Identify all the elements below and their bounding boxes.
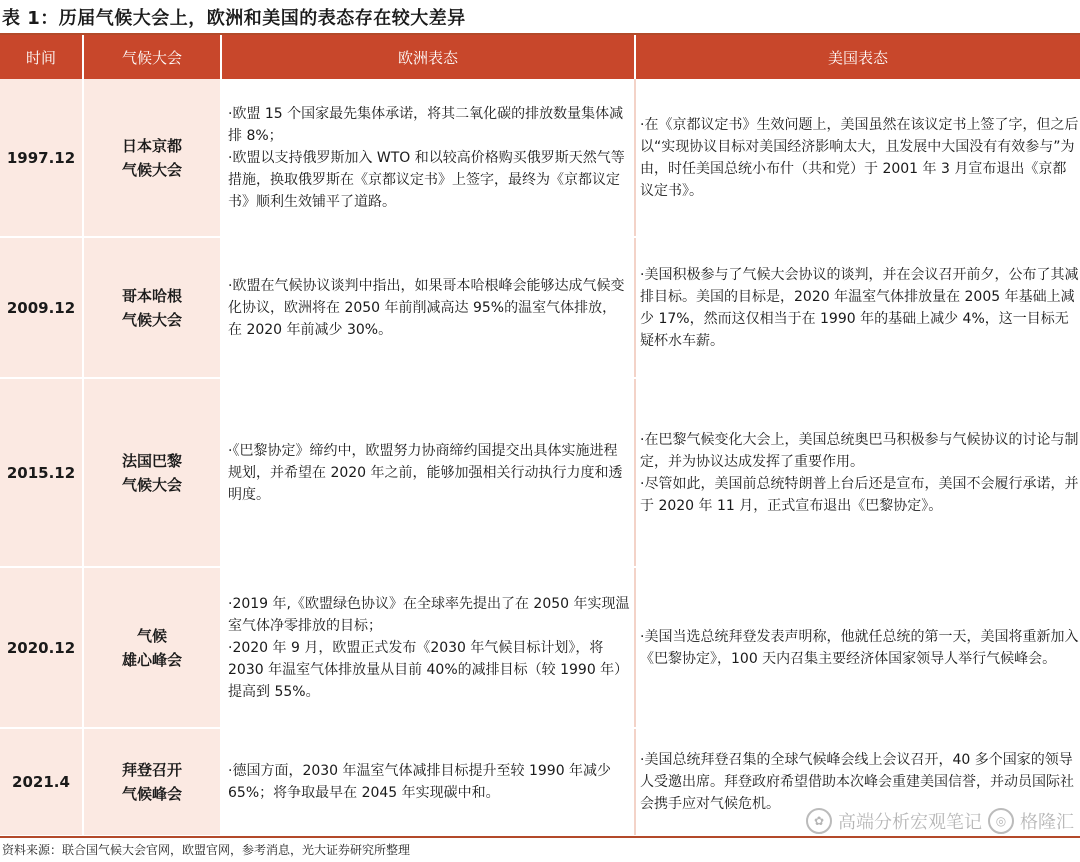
conference-line: 气候 — [136, 626, 167, 645]
logo-icon: ◎ — [988, 808, 1014, 834]
header-time: 时间 — [0, 35, 84, 79]
us-cell — [636, 79, 1080, 236]
watermark-text: 高端分析宏观笔记 — [838, 812, 982, 833]
europe-cell — [222, 379, 636, 566]
time-cell: 2021.4 — [0, 729, 84, 835]
header-europe: 欧洲表态 — [222, 35, 636, 79]
watermark — [806, 808, 1074, 834]
table-row — [0, 79, 1080, 238]
europe-cell — [222, 238, 636, 377]
europe-paragraph: ·2019 年,《欧盟绿色协议》在全球率先提出了在 2050 年实现温室气体净零排放的目标； — [228, 595, 630, 634]
conference-line: 哥本哈根 — [121, 286, 182, 305]
table-title: 表 1：历届气候大会上，欧洲和美国的表态存在较大差异 — [2, 8, 466, 29]
header-conference: 气候大会 — [84, 35, 222, 79]
europe-paragraph: ·《巴黎协定》缔约中，欧盟努力协商缔约国提交出具体实施进程规划，并希望在 2020 年之前，能够加强相关行动执行力度和透明度。 — [228, 442, 623, 503]
conference-line: 法国巴黎 — [121, 451, 182, 470]
conference-line: 气候大会 — [121, 160, 182, 179]
conference-cell — [84, 729, 222, 835]
us-paragraph: ·美国总统拜登召集的全球气候峰会线上会议召开，40 多个国家的领导人受邀出席。拜登政府希望借助本次峰会重建美国信誉，并动员国际社会携手应对气候危机。 — [640, 752, 1074, 812]
europe-cell — [222, 79, 636, 236]
conference-cell — [84, 568, 222, 727]
europe-paragraph: ·欧盟以支持俄罗斯加入 WTO 和以较高价格购买俄罗斯天然气等措施，换取俄罗斯在《京都议定书》上签字，最终为《京都议定书》顺利生效铺平了道路。 — [228, 149, 625, 210]
us-cell — [636, 238, 1080, 377]
conference-cell — [84, 379, 222, 566]
wechat-icon: ✿ — [806, 808, 832, 834]
us-paragraph: ·在巴黎气候变化大会上，美国总统奥巴马积极参与气候协议的讨论与制定，并为协议达成发挥了重要作用。 — [640, 431, 1079, 470]
europe-cell — [222, 729, 636, 835]
us-paragraph: ·美国当选总统拜登发表声明称，他就任总统的第一天，美国将重新加入《巴黎协定》，100 天内召集主要经济体国家领导人举行气候峰会。 — [640, 628, 1079, 667]
footer-rule — [0, 836, 1080, 838]
conference-cell — [84, 79, 222, 236]
us-cell — [636, 379, 1080, 566]
conference-line: 日本京都 — [121, 136, 182, 155]
conference-line: 气候峰会 — [121, 785, 182, 803]
us-paragraph: ·美国积极参与了气候大会协议的谈判，并在会议召开前夕，公布了其减排目标。美国的目标是，2020 年温室气体排放量在 2005 年基础上减少 17%，然而这仅相当于在 1990 年的基础上减少 4%，这一目标无疑杯水车薪。 — [640, 266, 1079, 349]
europe-paragraph: ·德国方面，2030 年温室气体减排目标提升至较 1990 年减少 65%；将争取最早在 2045 年实现碳中和。 — [228, 763, 612, 801]
header-us: 美国表态 — [827, 48, 888, 67]
us-cell — [636, 568, 1080, 727]
us-paragraph: ·在《京都议定书》生效问题上，美国虽然在该议定书上签了字，但之后以“实现协议目标对美国经济影响太大，且发展中大国没有有效参与”为由，时任美国总统小布什（共和党）于 2001 年 3 月宣布退出《京都议定书》。 — [640, 116, 1079, 199]
time-cell: 2015.12 — [0, 379, 84, 566]
table-row — [0, 568, 1080, 729]
time-cell: 2020.12 — [0, 568, 84, 727]
europe-paragraph: ·欧盟 15 个国家最先集体承诺，将其二氧化碳的排放数量集体减排 8%； — [228, 105, 624, 144]
us-paragraph: ·尽管如此，美国前总统特朗普上台后还是宣布，美国不会履行承诺，并于 2020 年 11 月，正式宣布退出《巴黎协定》。 — [640, 475, 1079, 514]
time-cell: 1997.12 — [0, 79, 84, 236]
watermark-brand: 格隆汇 — [1020, 812, 1074, 833]
time-cell: 2009.12 — [0, 238, 84, 377]
conference-line: 气候大会 — [121, 475, 182, 494]
conference-line: 雄心峰会 — [121, 650, 182, 669]
europe-cell — [222, 568, 636, 727]
conference-line: 拜登召开 — [121, 761, 182, 779]
table-row — [0, 238, 1080, 379]
europe-paragraph: ·2020 年 9 月，欧盟正式发布《2030 年气候目标计划》，将 2030 年温室气体排放量从目前 40%的减排目标（较 1990 年）提高到 55%。 — [228, 639, 629, 700]
table-header — [0, 35, 1080, 79]
conference-line: 气候大会 — [121, 310, 182, 329]
climate-table — [0, 33, 1080, 835]
source-note: 资料来源：联合国气候大会官网，欧盟官网，参考消息，光大证券研究所整理 — [2, 843, 411, 857]
table-row — [0, 379, 1080, 568]
conference-cell — [84, 238, 222, 377]
europe-paragraph: ·欧盟在气候协议谈判中指出，如果哥本哈根峰会能够达成气候变化协议，欧洲将在 2050 年前削减高达 95%的温室气体排放，在 2020 年前减少 30%。 — [228, 277, 625, 338]
